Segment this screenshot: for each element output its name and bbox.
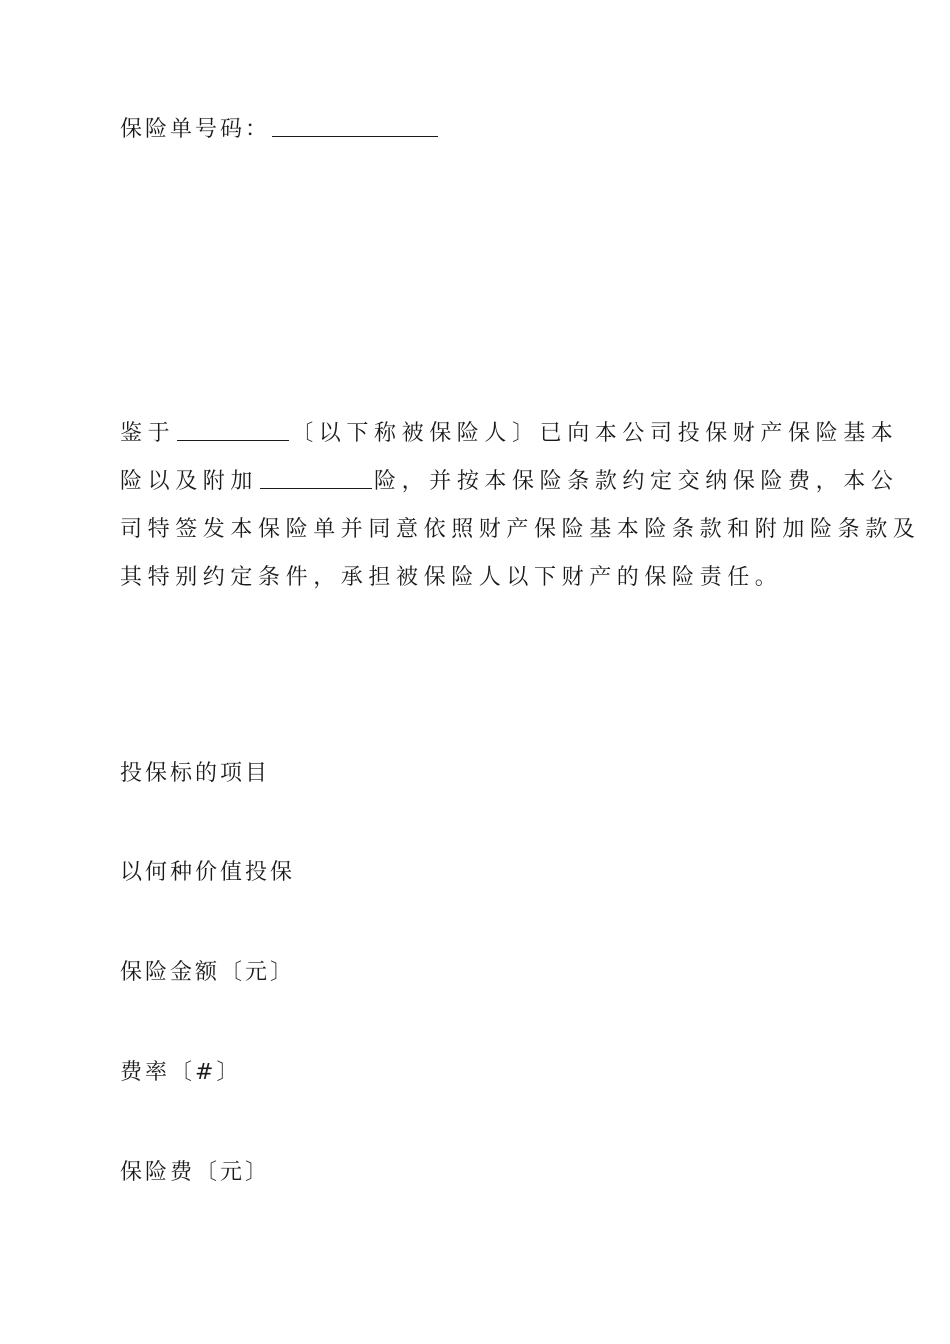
paragraph-line-2: [120, 458, 899, 506]
paragraph-line-1-end: 〔以下称被保险人〕已向本公司投保财产保险基本: [291, 421, 899, 446]
premium-label: 保险费〔元〕: [120, 1160, 271, 1185]
premium-rate-label: 费率〔#〕: [120, 1060, 242, 1085]
policy-number-blank: [272, 116, 438, 137]
insured-item-label: 投保标的项目: [120, 761, 271, 786]
additional-insurance-blank: [260, 468, 372, 489]
policy-statement-paragraph: [120, 410, 921, 602]
valuation-basis-label: 以何种价值投保: [120, 860, 296, 885]
paragraph-line-3: 司特签发本保险单并同意依照财产保险基本险条款和附加险条款及: [120, 517, 921, 542]
paragraph-line-1: [120, 410, 899, 458]
policy-number-line: [120, 116, 440, 141]
paragraph-line-4: 其特别约定条件，承担被保险人以下财产的保险责任。: [120, 565, 783, 590]
paragraph-line-1-start: 鉴于: [120, 421, 176, 446]
policy-number-label: 保险单号码：: [120, 117, 271, 142]
insured-name-blank: [177, 420, 289, 441]
paragraph-line-2-start: 险以及附加: [120, 469, 259, 494]
paragraph-line-2-end: 险，并按本保险条款约定交纳保险费，本公: [374, 469, 899, 494]
sum-insured-label: 保险金额〔元〕: [120, 960, 296, 985]
